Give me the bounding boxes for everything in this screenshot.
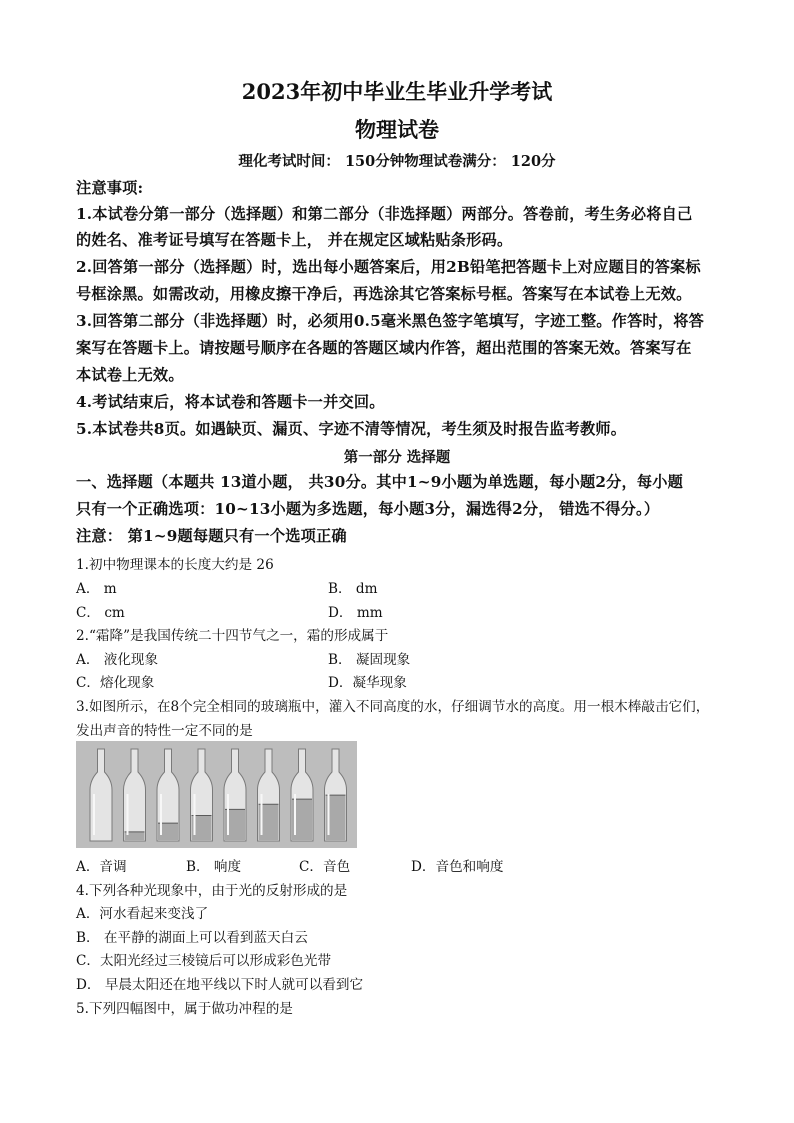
q5-stem: 5.下列四幅图中，属于做功冲程的是 — [76, 1001, 293, 1017]
q3-option-b: B． 响度 — [186, 859, 242, 875]
q1-option-b: B． dm — [328, 581, 378, 597]
q3-option-d: D．音色和响度 — [411, 859, 504, 875]
bottles-photo — [76, 741, 357, 848]
q4-option-b: B． 在平静的湖面上可以看到蓝天白云 — [76, 930, 308, 946]
q4-option-c: C．太阳光经过三棱镜后可以形成彩色光带 — [76, 953, 332, 969]
glass-bottle — [258, 749, 280, 841]
notes-line: 5.本试卷共8页。如遇缺页、漏页、字迹不清等情况，考生须及时报告监考教师。 — [76, 420, 627, 438]
q1-option-a: A． m — [76, 581, 117, 597]
notes-line: 号框涂黑。如需改动，用橡皮擦干净后，再选涂其它答案标号框。答案写在本试卷上无效。 — [76, 285, 692, 303]
q4-option-d: D． 早晨太阳还在地平线以下时人就可以看到它 — [76, 977, 364, 993]
glass-bottle — [291, 749, 313, 841]
section-line: 一、选择题（本题共 13道小题， 共30分。其中1~9小题为单选题，每小题2分，每小题 — [76, 473, 684, 491]
q2-option-d: D．凝华现象 — [328, 675, 407, 691]
q3-option-a: A．音调 — [76, 859, 127, 875]
notes-line: 4.考试结束后，将本试卷和答题卡一并交回。 — [76, 393, 385, 411]
notes-line: 3.回答第二部分（非选择题）时，必须用0.5毫米黑色签字笔填写，字迹工整。作答时，将答 — [76, 312, 705, 330]
part1-note: 注意： 第1~9题每题只有一个选项正确 — [76, 527, 347, 545]
glass-bottle — [157, 749, 179, 841]
bottles-illustration — [76, 741, 357, 848]
glass-bottle — [124, 749, 146, 841]
glass-bottle — [325, 749, 347, 841]
q1-option-c: C． cm — [76, 605, 125, 621]
q3-stem: 3.如图所示，在8个完全相同的玻璃瓶中，灌入不同高度的水，仔细调节水的高度。用一根木棒敲击它们， — [76, 699, 710, 715]
q4-stem: 4.下列各种光现象中，由于光的反射形成的是 — [76, 883, 348, 899]
q3-option-c: C．音色 — [299, 859, 351, 875]
glass-bottle — [191, 749, 213, 841]
glass-bottle — [90, 749, 112, 841]
q1-option-d: D． mm — [328, 605, 383, 621]
notes-line: 案写在答题卡上。请按题号顺序在各题的答题区域内作答，超出范围的答案无效。答案写在 — [76, 339, 692, 357]
exam-info: 理化考试时间： 150分钟物理试卷满分： 120分 — [238, 153, 556, 170]
q1-stem: 1.初中物理课本的长度大约是 26 — [76, 557, 274, 573]
notes-line: 1.本试卷分第一部分（选择题）和第二部分（非选择题）两部分。答卷前，考生务必将自己 — [76, 205, 693, 223]
notes-heading: 注意事项: — [76, 179, 144, 197]
part1-heading: 第一部分 选择题 — [343, 449, 451, 466]
notes-line: 2.回答第一部分（选择题）时，选出每小题答案后，用2B铅笔把答题卡上对应题目的答案标 — [76, 258, 701, 276]
notes-line: 本试卷上无效。 — [76, 366, 184, 384]
exam-title: 2023年初中毕业生毕业升学考试 — [241, 79, 553, 104]
q4-option-a: A．河水看起来变浅了 — [76, 906, 209, 922]
subject-title: 物理试卷 — [355, 117, 439, 142]
section-line: 只有一个正确选项：10~13小题为多选题，每小题3分，漏选得2分， 错选不得分。） — [76, 500, 660, 518]
notes-line: 的姓名、准考证号填写在答题卡上， 并在规定区域粘贴条形码。 — [76, 231, 513, 249]
q2-stem: 2.“霜降”是我国传统二十四节气之一，霜的形成属于 — [76, 628, 389, 644]
q2-option-c: C．熔化现象 — [76, 675, 155, 691]
q3-stem: 发出声音的特性一定不同的是 — [76, 723, 253, 739]
glass-bottle — [224, 749, 246, 841]
q2-option-a: A． 液化现象 — [76, 652, 159, 668]
q2-option-b: B． 凝固现象 — [328, 652, 411, 668]
